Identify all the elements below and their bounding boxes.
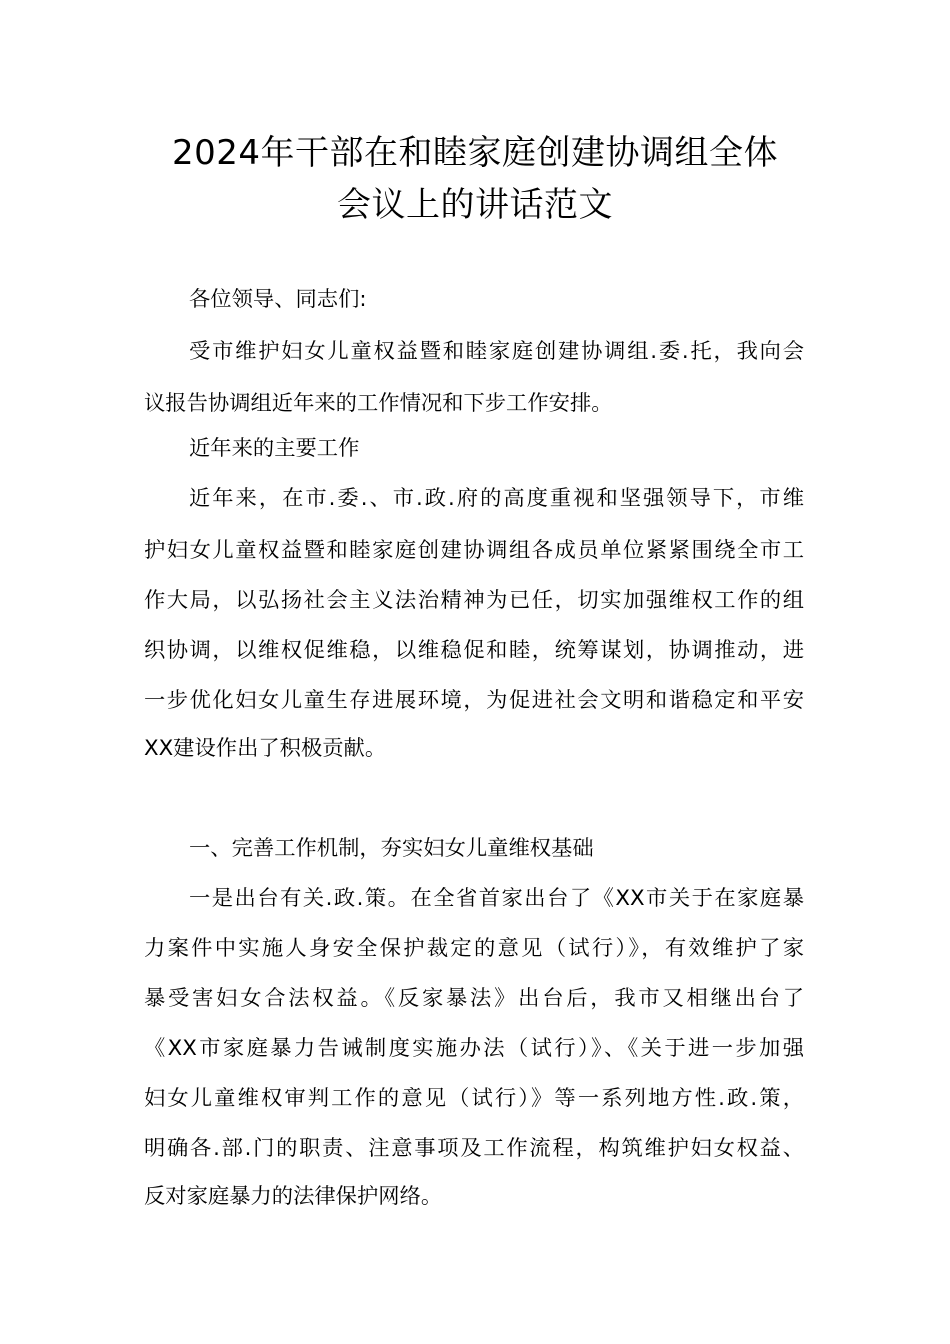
paragraph-line: 明确各.部.门的职责、注意事项及工作流程，构筑维护妇女权益、 [144,1136,804,1161]
paragraph-line: XX建设作出了积极贡献。 [144,736,387,761]
paragraph-line: 织协调，以维权促维稳，以维稳促和睦，统筹谋划，协调推动，进 [144,638,804,663]
paragraph-line: 作大局，以弘扬社会主义法治精神为已任，切实加强维权工作的组 [144,588,804,613]
paragraph-line: 暴受害妇女合法权益。《反家暴法》出台后，我市又相继出台了 [144,986,804,1011]
paragraph-line: 议报告协调组近年来的工作情况和下步工作安排。 [144,391,613,416]
section-heading: 一、完善工作机制，夯实妇女儿童维权基础 [189,836,594,861]
paragraph-line: 力案件中实施人身安全保护裁定的意见（试行）》，有效维护了家 [144,936,804,961]
paragraph-line: 一步优化妇女儿童生存进展环境，为促进社会文明和谐稳定和平安 [144,688,804,713]
paragraph-line: 近年来，在市.委.、市.政.府的高度重视和坚强领导下，市维 [189,486,804,511]
document-title-line-1: 2024年干部在和睦家庭创建协调组全体 [171,133,779,173]
salutation: 各位领导、同志们: [189,287,367,312]
section-heading: 近年来的主要工作 [189,436,360,461]
paragraph-line: 一是出台有关.政.策。在全省首家出台了《XX市关于在家庭暴 [189,886,804,911]
paragraph-line: 护妇女儿童权益暨和睦家庭创建协调组各成员单位紧紧围绕全市工 [144,538,804,563]
paragraph-line: 妇女儿童维权审判工作的意见（试行）》等一系列地方性.政.策， [144,1086,804,1111]
paragraph-line: 受市维护妇女儿童权益暨和睦家庭创建协调组.委.托，我向会 [189,339,804,364]
paragraph-line: 《XX市家庭暴力告诫制度实施办法（试行）》、《关于进一步加强 [144,1036,804,1061]
paragraph-line: 反对家庭暴力的法律保护网络。 [144,1184,443,1209]
document-title-line-2: 会议上的讲话范文 [337,185,613,225]
